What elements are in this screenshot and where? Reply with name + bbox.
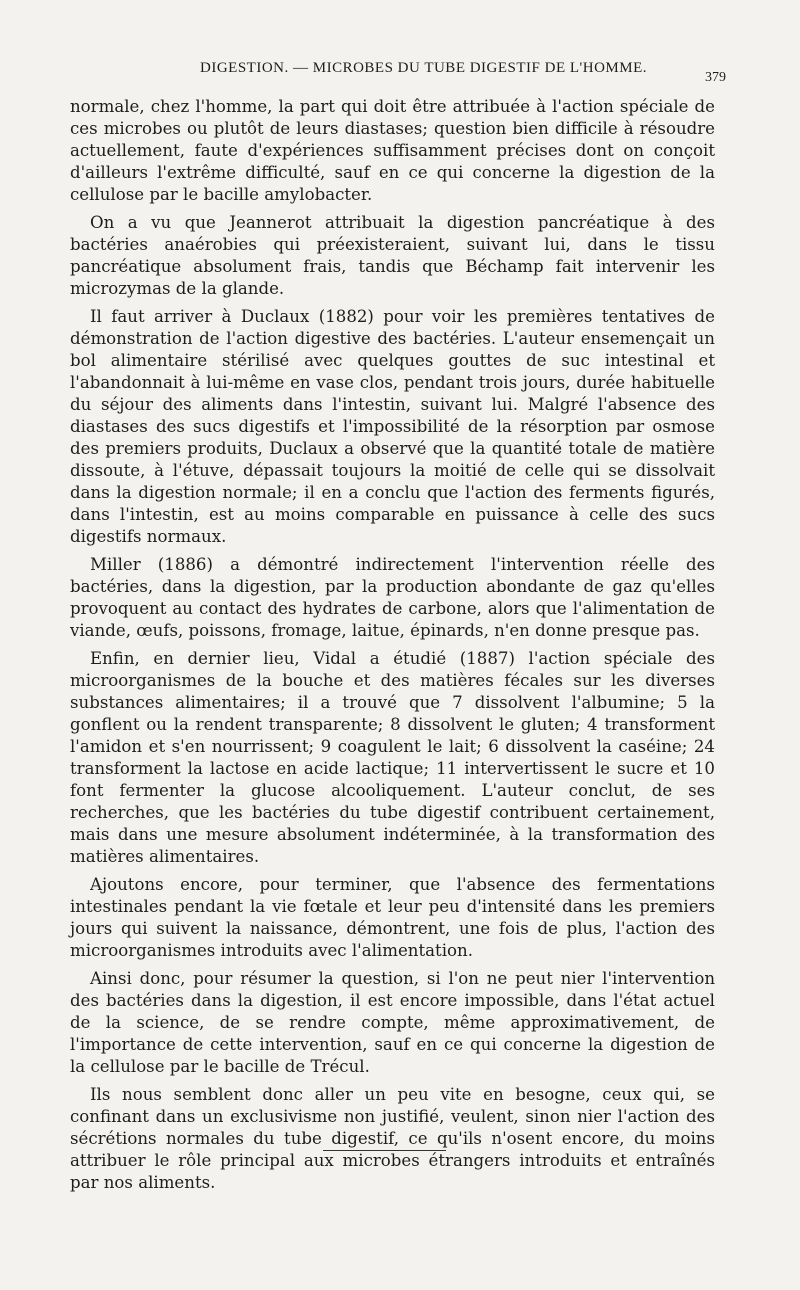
paragraph-2: On a vu que Jeannerot attribuait la digestion pancréatique à des bactéries anaérobies qui préexisteraient, suivant lui, dans le tissu pancréatique absolument frais, tandis que Béchamp fait intervenir les microzymas de la glande. (70, 213, 715, 298)
paragraph-3: Il faut arriver à Duclaux (1882) pour voir les premières tentatives de démonstration de l'action digestive des bactéries. L'auteur ensemençait un bol alimentaire stérilisé avec quelques gouttes de suc intestinal et l'abandonnait à lui-même en vase clos, pendant trois jours, durée habituelle du séjour des aliments dans l'intestin, suivant lui. Malgré l'absence des diastases des sucs digestifs et l'impossibilité de la résorption par osmose des premiers produits, Duclaux a observé que la quantité totale de matière dissoute, à l'étuve, dépassait toujours la moitié de celle qui se dissolvait dans la digestion normale; il en a conclu que l'action des ferments figurés, dans l'intestin, est au moins comparable en puissance à celle des sucs digestifs normaux. (70, 307, 715, 546)
paragraph-6: Ajoutons encore, pour terminer, que l'absence des fermentations intestinales pendant la vie fœtale et leur peu d'intensité dans les premiers jours qui suivent la naissance, démontrent, une fois de plus, l'action des microorganismes introduits avec l'alimentation. (70, 875, 715, 960)
running-head: DIGESTION. — MICROBES DU TUBE DIGESTIF DE L'HOMME. (200, 60, 648, 76)
paragraph-8: Ils nous semblent donc aller un peu vite en besogne, ceux qui, se confinant dans un exclusivisme non justifié, veulent, sinon nier l'action des sécrétions normales du tube digestif, ce qu'ils n'osent encore, du moins attribuer le rôle principal aux microbes étrangers introduits et entraînés par nos aliments. (70, 1085, 715, 1192)
end-rule (323, 1150, 446, 1151)
paragraph-4: Miller (1886) a démontré indirectement l'intervention réelle des bactéries, dans la digestion, par la production abondante de gaz qu'elles provoquent au contact des hydrates de carbone, alors que l'alimentation de viande, œufs, poissons, fromage, laitue, épinards, n'en donne presque pas. (70, 555, 715, 640)
paragraph-7: Ainsi donc, pour résumer la question, si l'on ne peut nier l'intervention des bactéries dans la digestion, il est encore impossible, dans l'état actuel de la science, de se rendre compte, même approximativement, de l'importance de cette intervention, sauf en ce qui concerne la digestion de la cellulose par le bacille de Trécul. (70, 969, 715, 1076)
paragraph-5: Enfin, en dernier lieu, Vidal a étudié (1887) l'action spéciale des microorganismes de la bouche et des matières fécales sur les diverses substances alimentaires; il a trouvé que 7 dissolvent l'albumine; 5 la gonflent ou la rendent transparente; 8 dissolvent le gluten; 4 transforment l'amidon et s'en nourrissent; 9 coagulent le lait; 6 dissolvent la caséine; 24 transforment la lactose en acide lactique; 11 intervertissent le sucre et 10 font fermenter la glucose alcooliquement. L'auteur conclut, de ses recherches, que les bactéries du tube digestif contribuent certainement, mais dans une mesure absolument indéterminée, à la transformation des matières alimentaires. (70, 649, 715, 866)
paragraph-1: normale, chez l'homme, la part qui doit être attribuée à l'action spéciale de ces microbes ou plutôt de leurs diastases; question bien difficile à résoudre actuellement, faute d'expériences suffisamment précises dont on conçoit d'ailleurs l'extrême difficulté, sauf en ce qui concerne la digestion de la cellulose par le bacille amylobacter. (70, 97, 715, 204)
body-text (70, 96, 715, 1200)
page-number: 379 (705, 70, 726, 85)
